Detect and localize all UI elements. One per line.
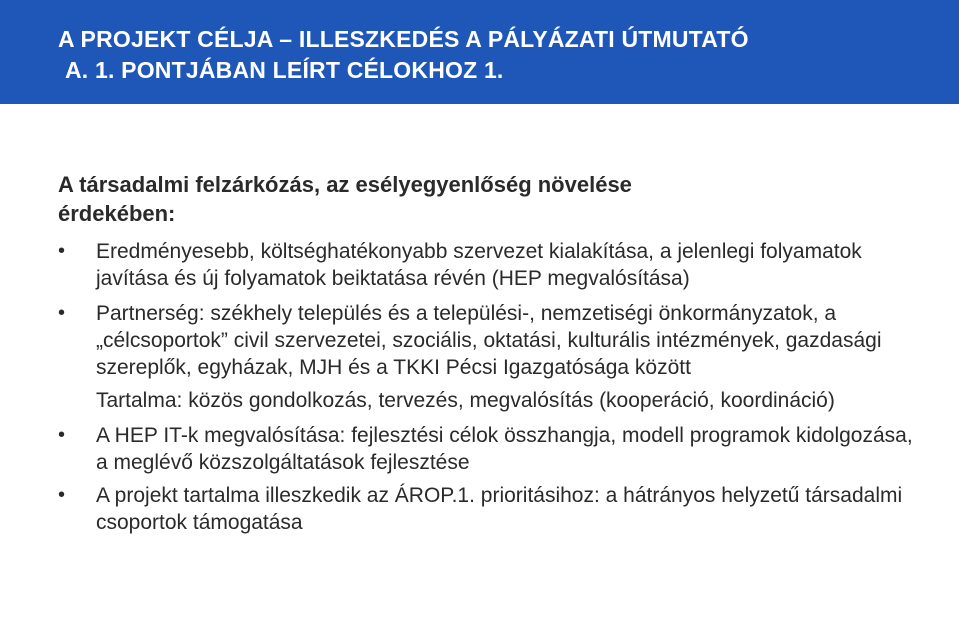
- slide-title-line-2: A. 1. PONTJÁBAN LEÍRT CÉLOKHOZ 1.: [65, 57, 504, 83]
- bullet-icon: •: [58, 302, 66, 324]
- section-heading: [58, 170, 928, 228]
- list-item: [58, 300, 928, 381]
- list-item-text: A HEP IT-k megvalósítása: fejlesztési célok összhangja, modell programok kidolgozása, a meglévő közszolgáltatások fejlesztése: [96, 424, 913, 474]
- bullet-list: [58, 238, 928, 536]
- list-item-text: Partnerség: székhely település és a települési-, nemzetiségi önkormányzatok, a „célcsoportok” civil szervezetei, szociális, oktatási, kulturális intézmények, gazdasági szereplők, egyházak, MJH és a TKKI Pécsi Igazgatósága között: [96, 302, 882, 379]
- list-item: [58, 422, 928, 476]
- bullet-icon: •: [58, 240, 66, 262]
- slide-title-line-1: A PROJEKT CÉLJA – ILLESZKEDÉS A PÁLYÁZATI ÚTMUTATÓ: [58, 26, 749, 52]
- bullet-icon: •: [58, 424, 66, 446]
- bullet-icon: •: [58, 484, 66, 506]
- list-item-text: Tartalma: közös gondolkozás, tervezés, megvalósítás (kooperáció, koordináció): [96, 389, 835, 412]
- slide-body: [58, 170, 928, 544]
- list-item: [58, 238, 928, 292]
- section-heading-line-1: A társadalmi felzárkózás, az esélyegyenlőség növelése: [58, 172, 632, 197]
- list-item: [58, 387, 928, 414]
- slide-title: [58, 24, 749, 86]
- list-item-text: A projekt tartalma illeszkedik az ÁROP.1. prioritásihoz: a hátrányos helyzetű társadalmi csoportok támogatása: [96, 484, 903, 534]
- section-heading-line-2: érdekében:: [58, 201, 176, 226]
- list-item-text: Eredményesebb, költséghatékonyabb szervezet kialakítása, a jelenlegi folyamatok javítása és új folyamatok beiktatása révén (HEP megvalósítása): [96, 240, 862, 290]
- list-item: [58, 482, 928, 536]
